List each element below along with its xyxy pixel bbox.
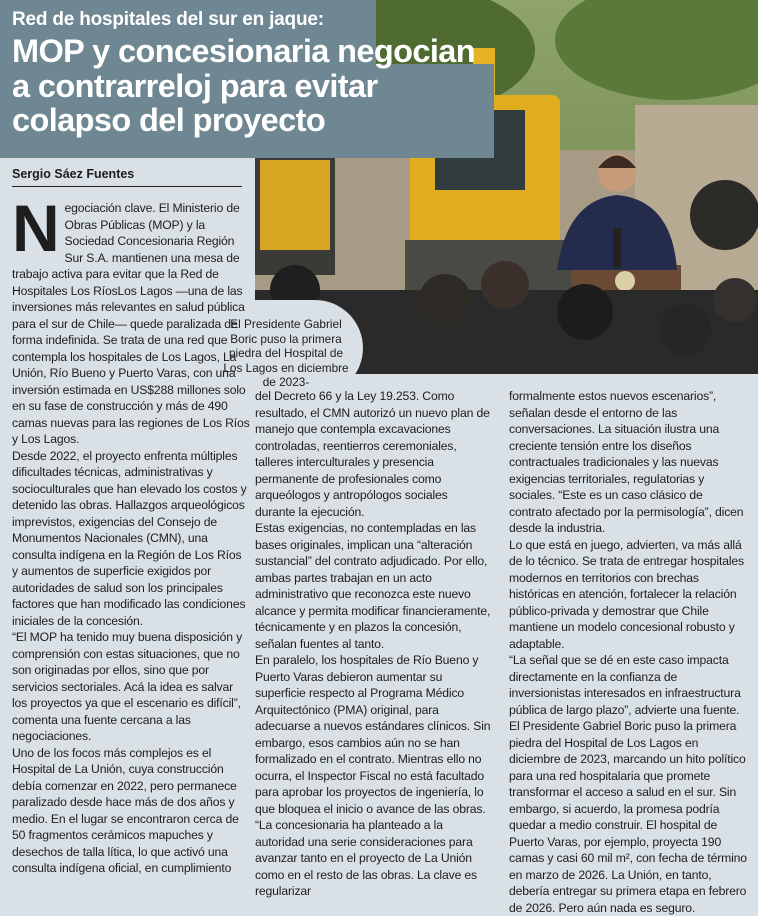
article-kicker: Red de hospitales del sur en jaque: <box>12 9 324 30</box>
paragraph: “La concesionaria ha planteado a la autoridad una serie consideraciones para avanzar tanto en el proyecto de La Unión como en el resto de las obras. La clave es regularizar <box>255 818 478 898</box>
paragraph-text: egociación clave. El Ministerio de Obras Públicas (MOP) y la Sociedad Concesionaria Región Sur S.A. mantienen una mesa de trabajo activa para evitar que la Red de Hospitales Los RíosLos Lagos —una de las inversiones más relevantes en salud pública para el sur de Chile— quede paralizada de forma indefinida. Se trata de una red que contempla los hospitales de Los Lagos, La Unión, Río Bueno y Puerto Varas, con una inversión estimada en US$288 millones solo en su fase de construcción y más de 490 camas nuevas para las regiones de Los Ríos y Los Lagos. <box>12 201 250 446</box>
byline-rule <box>12 186 242 187</box>
paragraph: Estas exigencias, no contempladas en las bases originales, implican una “alteración sustancial” del contrato adjudicado. Por ello, ambas partes trabajan en un acto administrativo que reconozca este nuevo alcance y permita modificar financieramente, técnicamente y en plazos la concesión, señalan fuentes al tanto. <box>255 521 491 651</box>
paragraph: Uno de los focos más complejos es el Hospital de La Unión, cuya construcción debía comenzar en 2022, pero permanece paralizado desde hace más de dos años y medio. En el lugar se encontraron cerca de 50 fragmentos cerámicos mapuches y desechos de talla lítica, lo que activó una consulta indígena oficial, en cumplimiento <box>12 745 239 875</box>
paragraph <box>12 191 250 448</box>
photo-caption: El Presidente Gabriel Boric puso la primera piedra del Hospital de Los Lagos en diciembre de 2023- <box>223 317 349 390</box>
column-3 <box>509 388 747 916</box>
drop-cap: N <box>12 191 60 265</box>
author-byline: Sergio Sáez Fuentes <box>12 167 135 181</box>
paragraph: formalmente estos nuevos escenarios”, señalan desde el entorno de las conversaciones. La situación ilustra una creciente tensión entre los diseños contractuales tradicionales y las nuevas exigencias territoriales, regulatorias y sociales. “Este es un caso clásico de contrato afectado por la permisología”, dicen desde la industria. <box>509 389 744 535</box>
paragraph: “El MOP ha tenido muy buena disposición y comprensión con estas situaciones, que no son originadas por ellos, sino que por servicios sectoriales. Acá la idea es salvar los proyectos ya que el escenario es difícil”, comenta una fuente cercana a las negociaciones. <box>12 630 243 743</box>
column-2 <box>255 388 491 900</box>
paragraph: En paralelo, los hospitales de Río Bueno y Puerto Varas debieron aumentar su superficie respecto al Programa Médico Arquitectónico (PMA) original, para adecuarse a nuevos estándares clínicos. Sin embargo, esos cambios aún no se han formalizado en el contrato. Mientras ello no ocurra, el Inspector Fiscal no está facultado para aprobar los proyectos de ingeniería, lo que bloquea el inicio o avance de las obras. <box>255 653 491 816</box>
paragraph: del Decreto 66 y la Ley 19.253. Como resultado, el CMN autorizó un nuevo plan de manejo que contempla excavaciones controladas, reentierros ceremoniales, talleres interculturales y presencia permanente de profesionales como arqueólogos y antropólogos sociales durante la ejecución. <box>255 389 490 519</box>
column-1 <box>12 191 250 877</box>
paragraph: “La señal que se dé en este caso impacta directamente en la confianza de inversionistas interesados en infraestructura pública de largo plazo”, advierte una fuente. <box>509 653 741 717</box>
paragraph: El Presidente Gabriel Boric puso la primera piedra del Hospital de Los Lagos en diciembre de 2023, marcando un hito político para una red hospitalaria que promete transformar el acceso a salud en el sur. Sin embargo, si acuerdo, la promesa podría quedar a medio construir. El hospital de Puerto Varas, por ejemplo, proyecta 190 camas y casi 60 mil m², con fecha de término en marzo de 2026. La Unión, en tanto, debería entregar su primera etapa en febrero de 2026. Pero aún nada es seguro. <box>509 719 747 915</box>
article-headline: MOP y concesionaria negocian a contrarreloj para evitar colapso del proyecto <box>12 33 476 138</box>
paragraph: Lo que está en juego, advierten, va más allá de lo técnico. Se trata de entregar hospitales modernos en territorios con brechas históricas en atención, fortalecer la relación público-privada y demostrar que Chile mantiene un modelo concesional robusto y adaptable. <box>509 537 744 651</box>
paragraph: Desde 2022, el proyecto enfrenta múltiples dificultades técnicas, administrativas y socioculturales que han elevado los costos y detenido las obras. Hallazgos arqueológicos imprevistos, exigencias del Consejo de Monumentos Nacionales (CMN), una consulta indígena en la Región de Los Ríos y aumentos de superficie exigidos por autoridades de salud son los principales factores que han modificado las condiciones iniciales de la concesión. <box>12 448 247 628</box>
